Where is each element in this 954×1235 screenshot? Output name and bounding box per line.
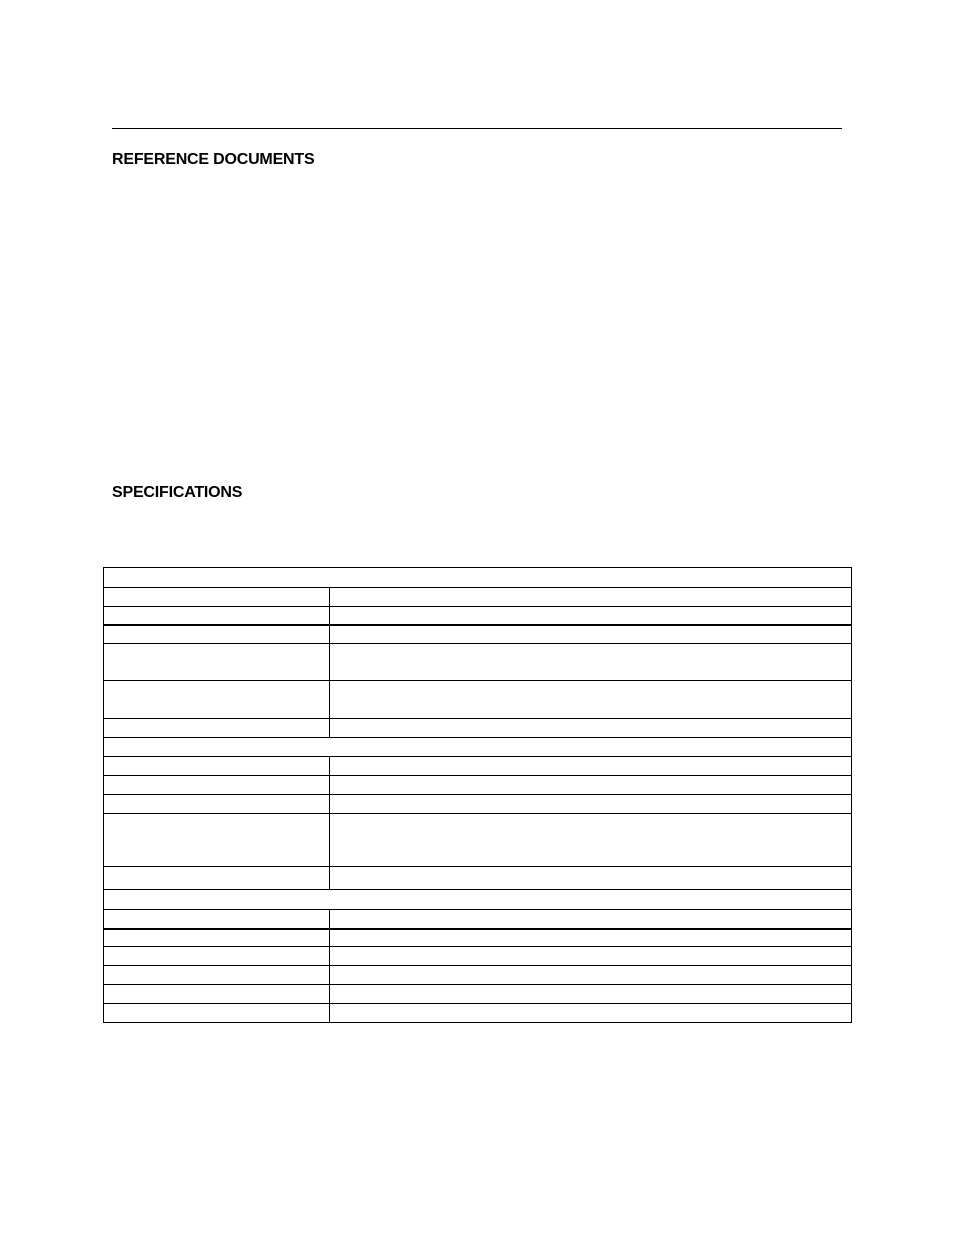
param-cell (104, 929, 330, 947)
table-row (104, 814, 852, 867)
value-cell (330, 966, 852, 985)
table-row (104, 966, 852, 985)
param-cell (104, 644, 330, 681)
table-group-row (104, 568, 852, 588)
table-row (104, 985, 852, 1004)
table-group-row (104, 890, 852, 910)
value-cell (330, 644, 852, 681)
param-cell (104, 588, 330, 607)
header-rule (112, 128, 842, 129)
specifications-table (103, 567, 852, 1023)
value-cell (330, 1004, 852, 1023)
table-row (104, 867, 852, 890)
table-row (104, 776, 852, 795)
value-cell (330, 814, 852, 867)
table-row (104, 1004, 852, 1023)
param-cell (104, 607, 330, 625)
param-cell (104, 795, 330, 814)
group-label-cell (104, 568, 852, 588)
value-cell (330, 776, 852, 795)
value-cell (330, 757, 852, 776)
table-row (104, 644, 852, 681)
table-row (104, 607, 852, 625)
reference-documents-heading: REFERENCE DOCUMENTS (112, 151, 315, 168)
param-cell (104, 814, 330, 867)
value-cell (330, 719, 852, 738)
table-row (104, 681, 852, 719)
value-cell (330, 795, 852, 814)
table-row (104, 795, 852, 814)
value-cell (330, 910, 852, 929)
param-cell (104, 681, 330, 719)
value-cell (330, 681, 852, 719)
table-row (104, 757, 852, 776)
table-row (104, 588, 852, 607)
param-cell (104, 985, 330, 1004)
group-label-cell (104, 738, 852, 757)
param-cell (104, 719, 330, 738)
table-group-row (104, 738, 852, 757)
param-cell (104, 947, 330, 966)
value-cell (330, 929, 852, 947)
value-cell (330, 867, 852, 890)
param-cell (104, 966, 330, 985)
value-cell (330, 985, 852, 1004)
table-row (104, 929, 852, 947)
value-cell (330, 625, 852, 644)
group-label-cell (104, 890, 852, 910)
table-row (104, 947, 852, 966)
param-cell (104, 910, 330, 929)
param-cell (104, 625, 330, 644)
value-cell (330, 588, 852, 607)
table-row (104, 625, 852, 644)
value-cell (330, 947, 852, 966)
param-cell (104, 867, 330, 890)
table-row (104, 719, 852, 738)
param-cell (104, 1004, 330, 1023)
table-row (104, 910, 852, 929)
param-cell (104, 776, 330, 795)
param-cell (104, 757, 330, 776)
value-cell (330, 607, 852, 625)
specifications-heading: SPECIFICATIONS (112, 484, 243, 501)
